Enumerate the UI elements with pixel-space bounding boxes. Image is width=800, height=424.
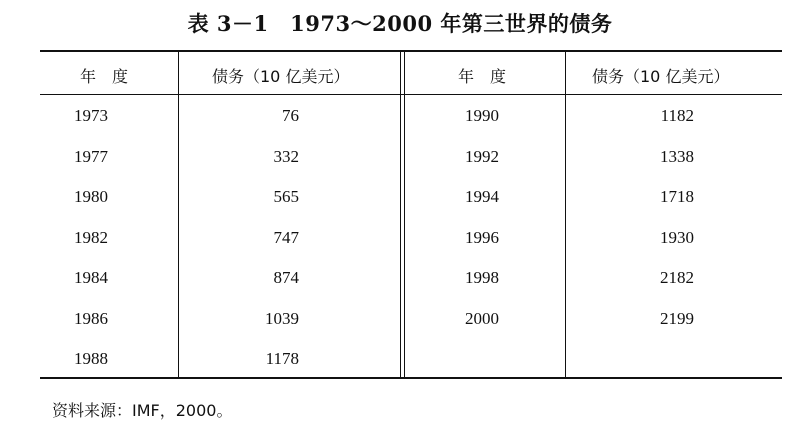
- debt-cell: 1178: [265, 349, 299, 368]
- year-cell: 1977: [74, 146, 108, 166]
- column-divider: [565, 50, 566, 379]
- debt-cell: 1039: [265, 308, 299, 328]
- year-cell: 1990: [465, 106, 499, 125]
- debt-cell: 874: [273, 268, 299, 287]
- table-title: 表 3－1 1973～2000 年第三世界的债务: [187, 11, 613, 36]
- table-top-rule: [40, 50, 782, 52]
- debt-cell: 332: [273, 146, 299, 166]
- year-cell: 1980: [74, 187, 108, 206]
- table-bottom-rule: [40, 377, 782, 379]
- header-year-right: 年 度: [458, 67, 507, 86]
- debt-cell: 1718: [660, 187, 694, 206]
- debt-cell: 1182: [660, 106, 694, 125]
- year-cell: 1988: [74, 349, 108, 368]
- column-divider: [178, 50, 179, 379]
- debt-cell: 1930: [660, 227, 694, 247]
- year-cell: 1982: [74, 227, 108, 247]
- year-cell: 1986: [74, 308, 108, 328]
- debt-cell: 565: [273, 187, 299, 206]
- table-header-rule: [40, 94, 782, 95]
- source-note: 资料来源：IMF，2000。: [52, 401, 233, 420]
- debt-cell: 747: [273, 227, 299, 247]
- debt-table: [40, 50, 782, 380]
- center-divider-right: [404, 50, 405, 379]
- year-cell: 1984: [74, 268, 108, 287]
- year-cell: 2000: [465, 308, 499, 328]
- header-year-left: 年 度: [80, 67, 129, 86]
- year-cell: 1992: [465, 146, 499, 166]
- debt-cell: 1338: [660, 146, 694, 166]
- debt-cell: 2199: [660, 308, 694, 328]
- year-cell: 1998: [465, 268, 499, 287]
- header-debt-right: 债务（10 亿美元）: [592, 67, 730, 86]
- year-cell: 1973: [74, 106, 108, 125]
- year-cell: 1996: [465, 227, 499, 247]
- debt-cell: 2182: [660, 268, 694, 287]
- center-divider-left: [400, 50, 401, 379]
- debt-cell: 76: [282, 106, 299, 125]
- year-cell: 1994: [465, 187, 499, 206]
- header-debt-left: 债务（10 亿美元）: [212, 67, 350, 86]
